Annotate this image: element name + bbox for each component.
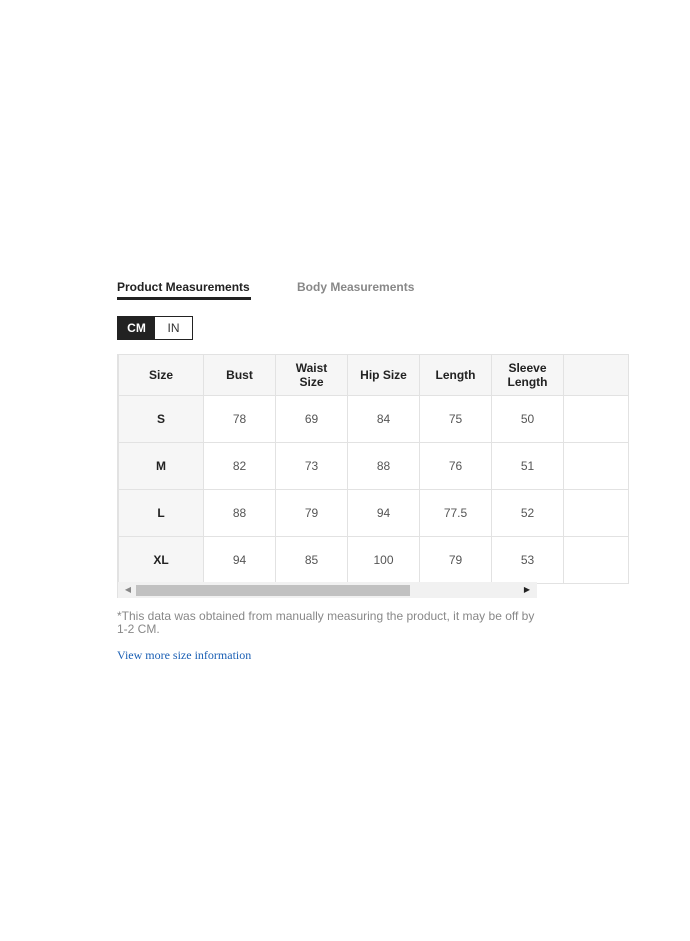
header-hip-size: Hip Size (348, 355, 420, 396)
table-row (119, 490, 629, 537)
header-sleeve-length: Sleeve Length (492, 355, 564, 396)
cell-length: 77.5 (420, 490, 492, 537)
cell-extra (564, 443, 629, 490)
cell-waist: 79 (276, 490, 348, 537)
unit-in-button[interactable]: IN (155, 317, 192, 339)
header-length: Length (420, 355, 492, 396)
cell-size: M (119, 443, 204, 490)
cell-length: 76 (420, 443, 492, 490)
cell-sleeve: 51 (492, 443, 564, 490)
cell-sleeve: 52 (492, 490, 564, 537)
cell-size: L (119, 490, 204, 537)
unit-cm-button[interactable]: CM (118, 317, 155, 339)
cell-sleeve: 50 (492, 396, 564, 443)
cell-size: S (119, 396, 204, 443)
cell-hip: 94 (348, 490, 420, 537)
cell-extra (564, 396, 629, 443)
measurement-disclaimer: *This data was obtained from manually measuring the product, it may be off by 1-2 CM. (117, 609, 535, 636)
view-more-size-info-link[interactable]: View more size information (117, 648, 252, 662)
cell-hip: 88 (348, 443, 420, 490)
cell-extra (564, 490, 629, 537)
table-header-row (119, 355, 629, 396)
header-bust: Bust (204, 355, 276, 396)
cell-hip: 84 (348, 396, 420, 443)
cell-length: 75 (420, 396, 492, 443)
table-row (119, 396, 629, 443)
measurements-table-wrapper[interactable] (117, 354, 548, 584)
size-guide-panel (117, 276, 548, 662)
triangle-left-icon[interactable]: ◀ (124, 585, 132, 594)
unit-toggle (117, 316, 193, 340)
tab-body-measurements[interactable]: Body Measurements (297, 280, 415, 294)
measurements-table (118, 354, 629, 584)
tab-product-measurements[interactable]: Product Measurements (117, 280, 250, 294)
cell-waist: 69 (276, 396, 348, 443)
cell-waist: 73 (276, 443, 348, 490)
cell-length: 79 (420, 537, 492, 584)
cell-waist: 85 (276, 537, 348, 584)
cell-bust: 94 (204, 537, 276, 584)
cell-size: XL (119, 537, 204, 584)
table-row (119, 537, 629, 584)
scrollbar-thumb[interactable] (136, 585, 410, 596)
triangle-right-icon[interactable]: ▶ (523, 585, 531, 594)
header-size: Size (119, 355, 204, 396)
header-extra (564, 355, 629, 396)
cell-hip: 100 (348, 537, 420, 584)
cell-bust: 78 (204, 396, 276, 443)
table-row (119, 443, 629, 490)
header-waist-size: Waist Size (276, 355, 348, 396)
cell-bust: 82 (204, 443, 276, 490)
cell-sleeve: 53 (492, 537, 564, 584)
measurement-tabs (117, 276, 537, 300)
cell-bust: 88 (204, 490, 276, 537)
table-horizontal-scrollbar[interactable] (117, 582, 537, 598)
cell-extra (564, 537, 629, 584)
